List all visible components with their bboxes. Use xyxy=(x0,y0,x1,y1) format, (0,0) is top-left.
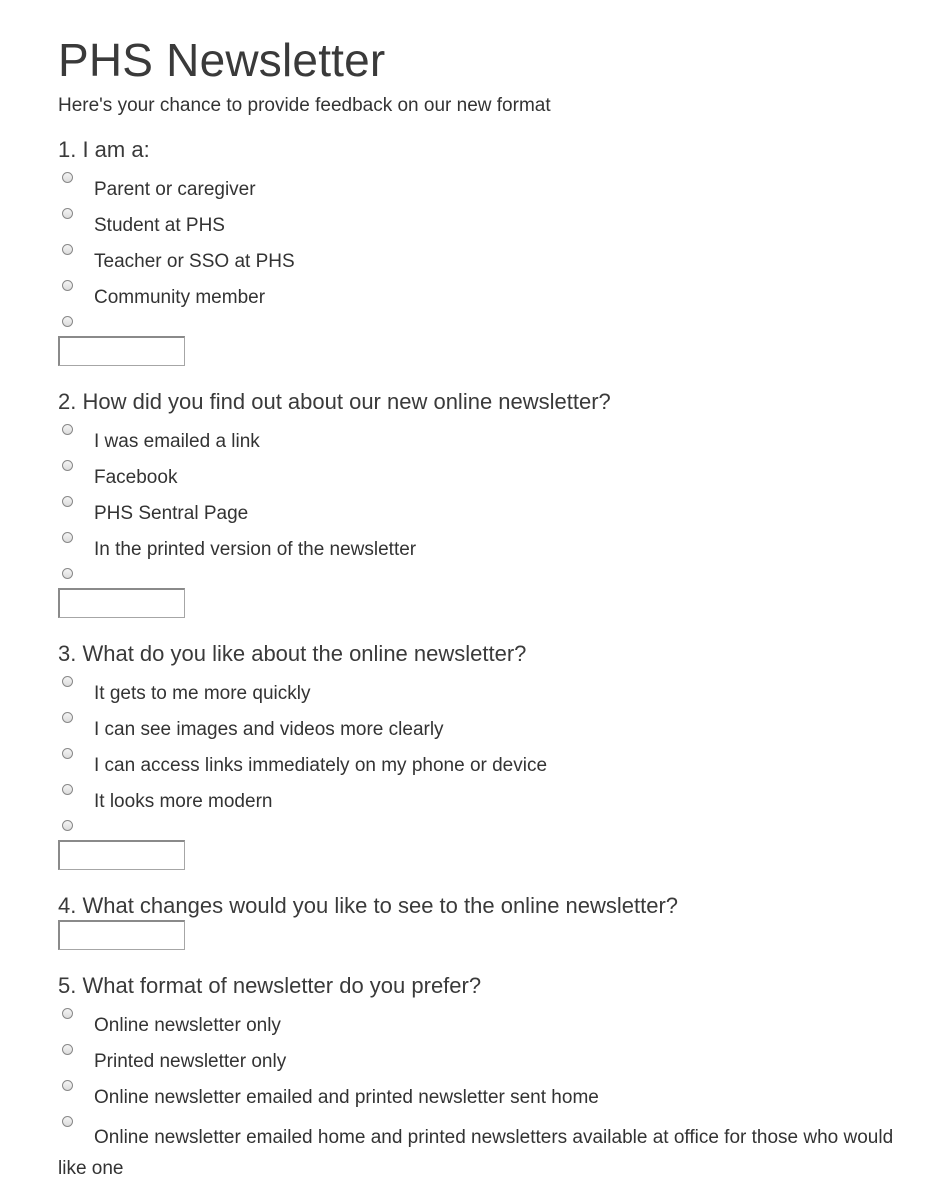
radio-button[interactable] xyxy=(62,172,73,183)
option-access-links[interactable] xyxy=(58,746,908,782)
option-teacher[interactable] xyxy=(58,242,908,278)
question-1 xyxy=(58,136,908,366)
option-emailed-link[interactable] xyxy=(58,422,908,458)
other-input[interactable] xyxy=(58,840,185,870)
option-label: Online newsletter emailed and printed newsletter sent home xyxy=(94,1087,599,1108)
option-online-only[interactable] xyxy=(58,1006,908,1042)
option-more-quickly[interactable] xyxy=(58,674,908,710)
changes-input[interactable] xyxy=(58,920,185,950)
radio-button[interactable] xyxy=(62,784,73,795)
option-images-videos[interactable] xyxy=(58,710,908,746)
radio-button-other[interactable] xyxy=(62,820,73,831)
question-2 xyxy=(58,388,908,618)
option-community[interactable] xyxy=(58,278,908,314)
radio-button[interactable] xyxy=(62,676,73,687)
radio-button[interactable] xyxy=(62,1116,73,1127)
option-online-and-printed-home[interactable] xyxy=(58,1078,908,1114)
option-other[interactable] xyxy=(58,818,908,840)
page-title: PHS Newsletter xyxy=(58,34,386,86)
option-online-and-printed-office[interactable] xyxy=(58,1114,908,1184)
radio-button[interactable] xyxy=(62,1080,73,1091)
option-label: It looks more modern xyxy=(94,791,273,812)
option-parent[interactable] xyxy=(58,170,908,206)
option-label: I can access links immediately on my phone or device xyxy=(94,755,548,776)
option-label: Parent or caregiver xyxy=(94,179,256,200)
radio-button[interactable] xyxy=(62,1008,73,1019)
option-label: Student at PHS xyxy=(94,215,225,236)
question-3-title: 3. What do you like about the online newsletter? xyxy=(58,641,527,666)
radio-button[interactable] xyxy=(62,208,73,219)
option-label: Online newsletter emailed home and printed newsletters available at office for those who would like one xyxy=(58,1127,894,1179)
option-label: Community member xyxy=(94,287,266,308)
option-label: Printed newsletter only xyxy=(94,1051,287,1072)
other-input[interactable] xyxy=(58,588,185,618)
option-label: Teacher or SSO at PHS xyxy=(94,251,295,272)
option-label: In the printed version of the newsletter xyxy=(94,539,417,560)
radio-button[interactable] xyxy=(62,712,73,723)
option-other[interactable] xyxy=(58,566,908,588)
option-student[interactable] xyxy=(58,206,908,242)
other-input[interactable] xyxy=(58,336,185,366)
option-label: It gets to me more quickly xyxy=(94,683,311,704)
radio-button[interactable] xyxy=(62,496,73,507)
radio-button[interactable] xyxy=(62,244,73,255)
option-label: I can see images and videos more clearly xyxy=(94,719,444,740)
option-label: Online newsletter only xyxy=(94,1015,281,1036)
radio-button[interactable] xyxy=(62,532,73,543)
radio-button[interactable] xyxy=(62,280,73,291)
radio-button-other[interactable] xyxy=(62,316,73,327)
option-more-modern[interactable] xyxy=(58,782,908,818)
question-3 xyxy=(58,640,908,870)
question-5 xyxy=(58,972,908,1184)
radio-button-other[interactable] xyxy=(62,568,73,579)
option-label: PHS Sentral Page xyxy=(94,503,249,524)
question-2-title: 2. How did you find out about our new online newsletter? xyxy=(58,389,611,414)
survey-form xyxy=(58,30,908,1184)
radio-button[interactable] xyxy=(62,1044,73,1055)
option-label: Facebook xyxy=(94,467,178,488)
radio-button[interactable] xyxy=(62,748,73,759)
option-other[interactable] xyxy=(58,314,908,336)
question-1-title: 1. I am a: xyxy=(58,137,150,162)
option-printed-version[interactable] xyxy=(58,530,908,566)
option-facebook[interactable] xyxy=(58,458,908,494)
question-4 xyxy=(58,892,908,950)
radio-button[interactable] xyxy=(62,424,73,435)
option-sentral-page[interactable] xyxy=(58,494,908,530)
option-printed-only[interactable] xyxy=(58,1042,908,1078)
radio-button[interactable] xyxy=(62,460,73,471)
option-label: I was emailed a link xyxy=(94,431,260,452)
page-subtitle: Here's your chance to provide feedback on our new format xyxy=(58,95,551,116)
question-5-title: 5. What format of newsletter do you prefer? xyxy=(58,973,482,998)
question-4-title: 4. What changes would you like to see to the online newsletter? xyxy=(58,893,679,918)
